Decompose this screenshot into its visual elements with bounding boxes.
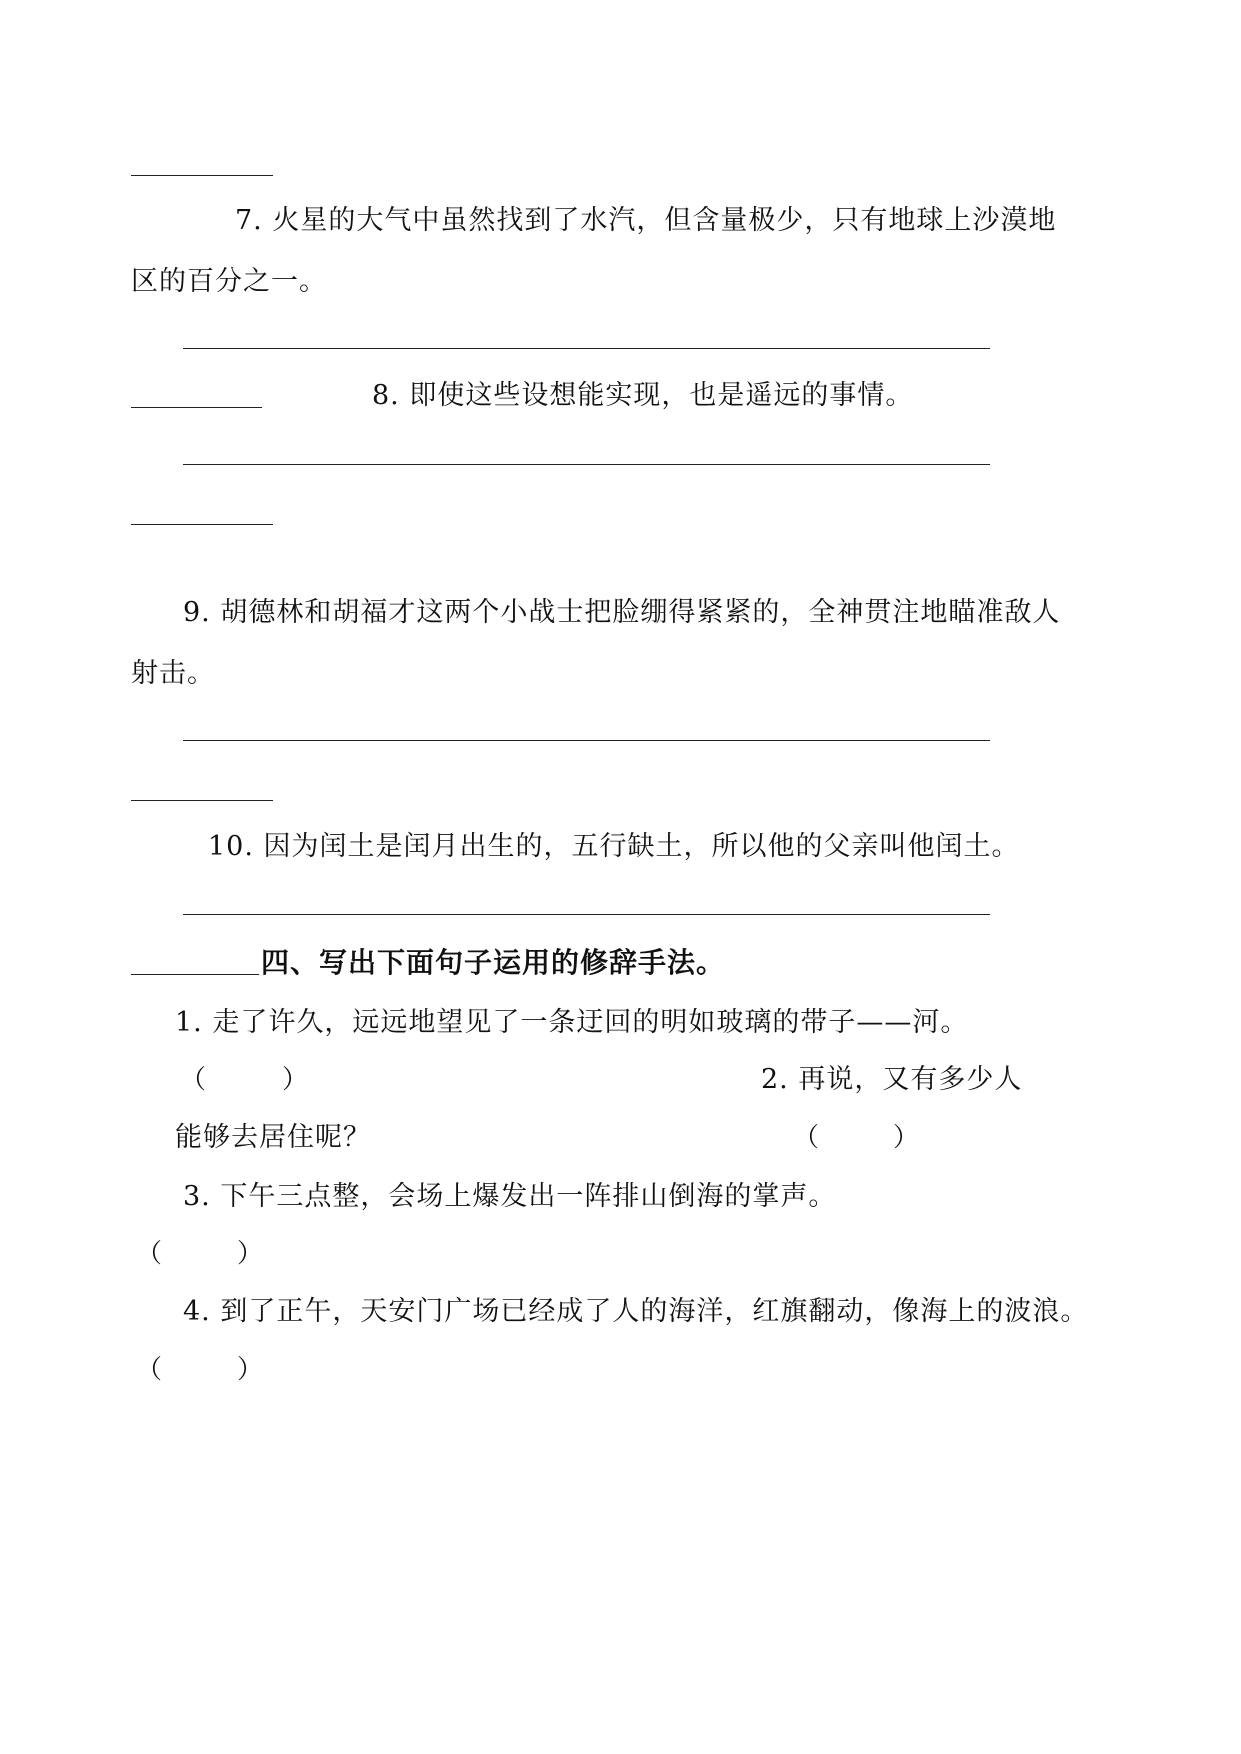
question-8: 8. 即使这些设想能实现，也是遥远的事情。 xyxy=(372,380,914,411)
answer-line-10 xyxy=(183,914,990,915)
answer-line-8 xyxy=(183,464,990,465)
rhetoric-question-2-part-1: 2. 再说，又有多少人 xyxy=(761,1064,1023,1095)
answer-line-9-tail xyxy=(131,800,273,801)
question-9-line-2: 射击。 xyxy=(131,658,215,689)
answer-blank-2-close: ） xyxy=(893,1123,920,1153)
answer-line-7 xyxy=(183,348,990,349)
answer-blank-1-open: （ xyxy=(180,1065,207,1095)
section-4-heading: 四、写出下面句子运用的修辞手法。 xyxy=(261,946,726,979)
question-7-line-1: 7. 火星的大气中虽然找到了水汽，但含量极少，只有地球上沙漠地 xyxy=(235,205,1057,236)
question-7-line-2: 区的百分之一。 xyxy=(131,266,327,297)
rhetoric-question-4: 4. 到了正午，天安门广场已经成了人的海洋，红旗翻动，像海上的波浪。 xyxy=(183,1296,1089,1327)
rhetoric-question-2-part-2: 能够去居住呢？ xyxy=(175,1122,371,1153)
answer-line-8-tail xyxy=(131,524,273,525)
question-10: 10. 因为闰土是闰月出生的，五行缺土，所以他的父亲叫他闰土。 xyxy=(208,831,1020,862)
answer-line-9 xyxy=(183,740,990,741)
answer-blank-1-close: ） xyxy=(282,1065,309,1095)
answer-blank-4-close: ） xyxy=(237,1355,264,1385)
answer-blank-3-close: ） xyxy=(237,1239,264,1269)
answer-blank-4-open: （ xyxy=(136,1355,163,1385)
answer-line-tail-1 xyxy=(131,175,273,176)
question-9-line-1: 9. 胡德林和胡福才这两个小战士把脸绷得紧紧的，全神贯注地瞄准敌人 xyxy=(183,597,1061,628)
answer-blank-2-open: （ xyxy=(793,1123,820,1153)
rhetoric-question-1: 1. 走了许久，远远地望见了一条迂回的明如玻璃的带子——河。 xyxy=(175,1007,969,1038)
answer-line-10-tail xyxy=(131,974,259,975)
answer-line-7-tail xyxy=(131,407,262,408)
answer-blank-3-open: （ xyxy=(136,1239,163,1269)
rhetoric-question-3: 3. 下午三点整，会场上爆发出一阵排山倒海的掌声。 xyxy=(183,1181,837,1212)
